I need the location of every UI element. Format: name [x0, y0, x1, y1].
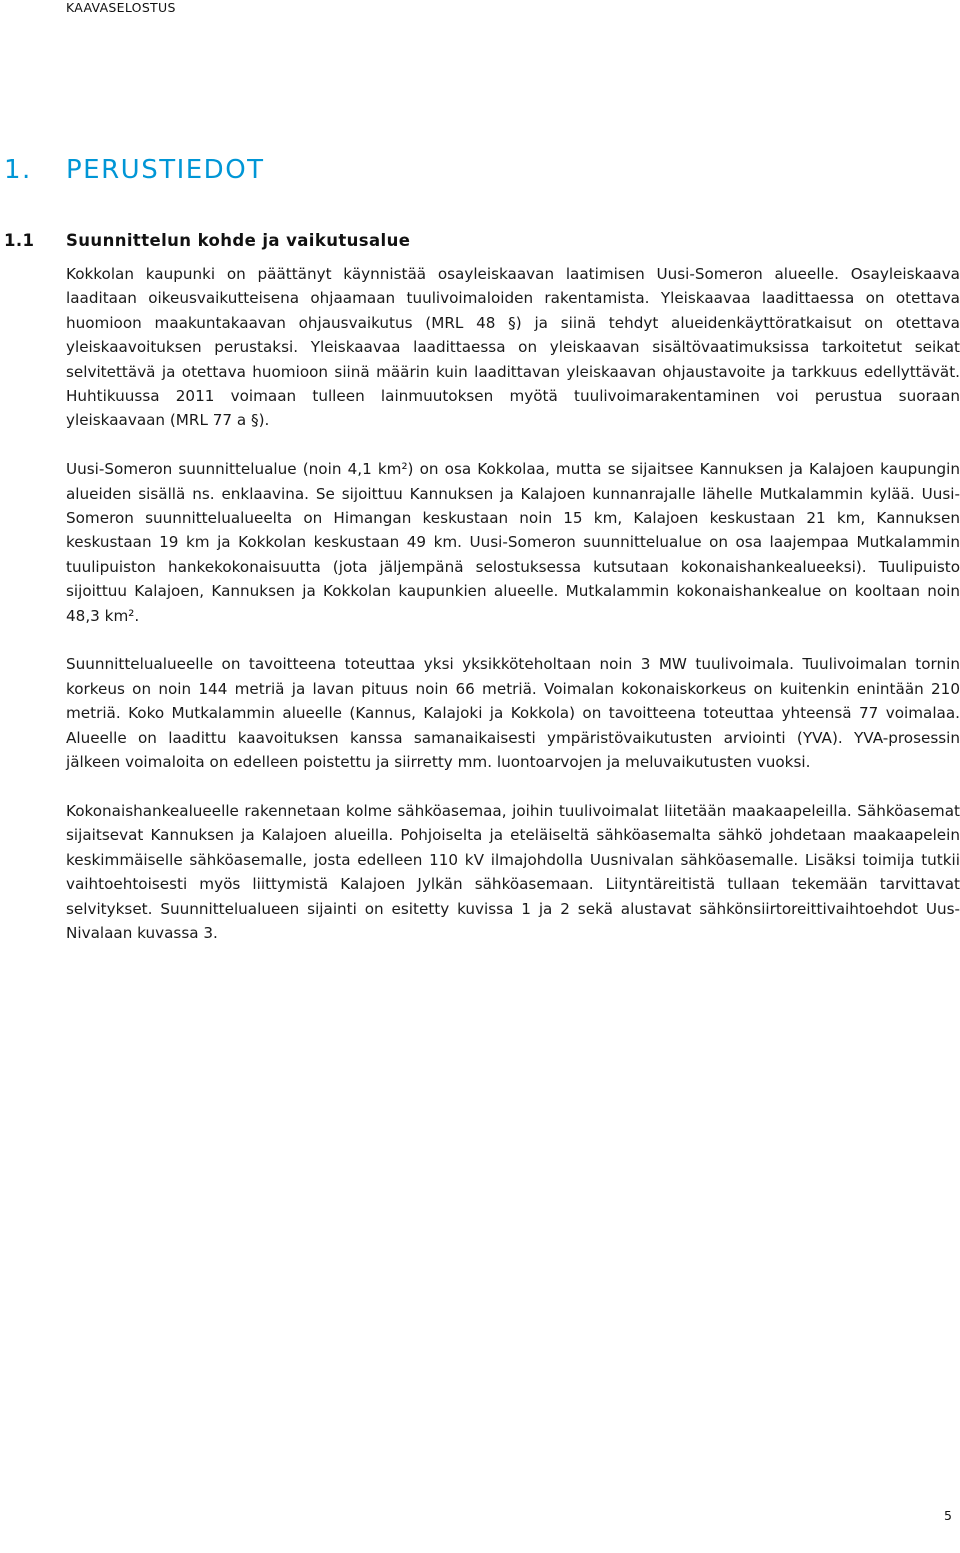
paragraph-turbine: Suunnittelualueelle on tavoitteena toteuttaa yksi yksikköteholtaan noin 3 MW tuulivoimala. Tuulivoimalan tornin korkeus on noin 144 metriä ja lavan pituus noin 66 metriä. Voimalan kokonaiskorkeus on kuitenkin enintään 210 metriä. Koko Mutkalammin alueelle (Kannus, Kalajoki ja Kokkola) on tavoitteena toteuttaa yhteensä 77 voimalaa. Alueelle on laadittu kaavoituksen kanssa samanaikaisesti ympäristövaikutusten arviointi (YVA). YVA-prosessin jälkeen voimaloita on edelleen poistettu ja siirretty mm. luontoarvojen ja meluvaikutusten vuoksi. [66, 655, 960, 772]
running-header: KAAVASELOSTUS [66, 0, 176, 15]
paragraph-location: Uusi-Someron suunnittelualue (noin 4,1 km²) on osa Kokkolaa, mutta se sijaitsee Kannuksen ja Kalajoen kaupungin alueiden sisällä ns. enklaavina. Se sijoittuu Kannuksen ja Kalajoen kunnanrajalle lähelle Mutkalammin kylää. Uusi-Someron suunnittelualueelta on Himangan keskustaan noin 15 km, Kalajoen keskustaan 21 km, Kannuksen keskustaan 19 km ja Kokkolan keskustaan 49 km. Uusi-Someron suunnittelualue on osa laajempaa Mutkalammin tuulipuiston hankekokonaisuutta (jota jäljempänä selostuksessa kutsutaan kokonaishankealueeksi). Tuulipuisto sijoittuu Kalajoen, Kannuksen ja Kokkolan kaupunkien alueelle. Mutkalammin kokonaishankealue on kooltaan noin 48,3 km². [66, 460, 960, 625]
section-title: Suunnittelun kohde ja vaikutusalue [66, 231, 411, 250]
chapter-title: PERUSTIEDOT [66, 155, 265, 185]
chapter-number: 1. [4, 155, 32, 185]
page-number: 5 [944, 1508, 952, 1523]
body-text [66, 262, 960, 970]
paragraph-substations: Kokonaishankealueelle rakennetaan kolme sähköasemaa, joihin tuulivoimalat liitetään maakaapeleilla. Sähköasemat sijaitsevat Kannuksen ja Kalajoen alueilla. Pohjoiselta ja eteläiseltä sähköasemalta sähkö johdetaan maakaapelein keskimmäiselle sähköasemalle, josta edelleen 110 kV ilmajohdolla Uusnivalan sähköasemalle. Lisäksi toimija tutkii vaihtoehtoisesti myös liittymistä Kalajoen Jylkän sähköasemaan. Liityntäreitistä tullaan tekemään tarvittavat selvitykset. Suunnittelualueen sijainti on esitetty kuvissa 1 ja 2 sekä alustavat sähkönsiirtoreittivaihtoehdot Uus-Nivalaan kuvassa 3. [66, 801, 960, 942]
chapter-heading [0, 155, 265, 185]
paragraph-intro: Kokkolan kaupunki on päättänyt käynnistää osayleiskaavan laatimisen Uusi-Someron alueelle. Osayleiskaava laaditaan oikeusvaikutteisena ohjaamaan tuulivoimaloiden rakentamista. Yleiskaavaa laadittaessa on otettava huomioon maakuntakaavan ohjausvaikutus (MRL 48 §) ja siinä tehdyt alueidenkäyttöratkaisut on otettava yleiskaavoituksen perustaksi. Yleiskaavaa laadittaessa on yleiskaavan sisältövaatimuksissa tarkoitetut seikat selvitettävä ja otettava huomioon siinä määrin kuin laadittavan yleiskaavan ohjaustavoite ja tarkkuus edellyttävät. Huhtikuussa 2011 voimaan tulleen lainmuutoksen myötä tuulivoimarakentaminen voi perustua suoraan yleiskaavaan (MRL 77 a §). [66, 265, 960, 430]
section-heading [0, 231, 410, 250]
section-number: 1.1 [4, 231, 35, 250]
